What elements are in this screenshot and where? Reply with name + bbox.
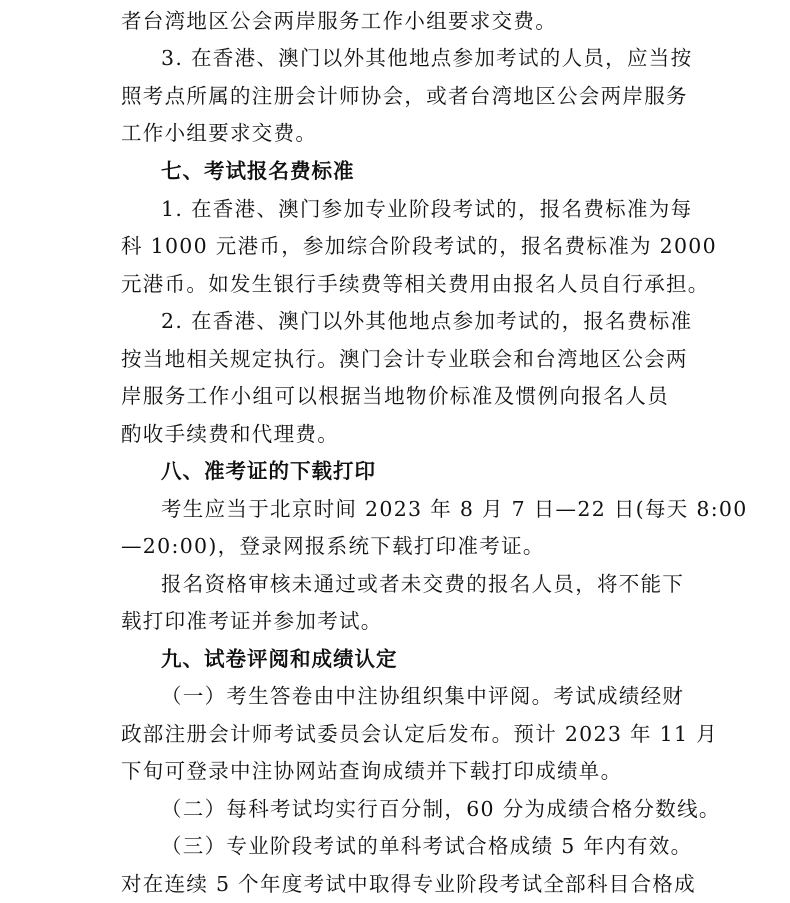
section-heading: 九、试卷评阅和成绩认定	[161, 647, 398, 671]
paragraph-line: （一）考生答卷由中注协组织集中评阅。考试成绩经财	[161, 684, 685, 708]
paragraph-line: 政部注册会计师考试委员会认定后发布。预计 2023 年 11 月	[121, 722, 718, 746]
paragraph-line: （二）每科考试均实行百分制，60 分为成绩合格分数线。	[161, 797, 721, 821]
paragraph-line: 元港币。如发生银行手续费等相关费用由报名人员自行承担。	[121, 272, 710, 296]
section-heading: 八、准考证的下载打印	[161, 459, 376, 483]
paragraph-line: 照考点所属的注册会计师协会，或者台湾地区公会两岸服务	[121, 84, 688, 108]
paragraph-line: 工作小组要求交费。	[121, 121, 318, 145]
paragraph-line: 科 1000 元港币，参加综合阶段考试的，报名费标准为 2000	[121, 234, 717, 258]
paragraph-line: 3. 在香港、澳门以外其他地点参加考试的人员，应当按	[161, 46, 693, 70]
paragraph-line: 1. 在香港、澳门参加专业阶段考试的，报名费标准为每	[161, 197, 693, 221]
paragraph-line: （三）专业阶段考试的单科考试合格成绩 5 年内有效。	[161, 834, 693, 858]
paragraph-line: 2. 在香港、澳门以外其他地点参加考试的，报名费标准	[161, 309, 693, 333]
paragraph-line: 酌收手续费和代理费。	[121, 422, 339, 446]
paragraph-line: 者台湾地区公会两岸服务工作小组要求交费。	[121, 9, 557, 33]
paragraph-line: 对在连续 5 个年度考试中取得专业阶段考试全部科目合格成	[121, 872, 696, 896]
paragraph-line: 岸服务工作小组可以根据当地物价标准及惯例向报名人员	[121, 384, 669, 408]
paragraph-line: 考生应当于北京时间 2023 年 8 月 7 日—22 日(每天 8:00	[161, 497, 748, 521]
paragraph-line: 载打印准考证并参加考试。	[121, 609, 383, 633]
paragraph-line: 报名资格审核未通过或者未交费的报名人员，将不能下	[161, 572, 685, 596]
paragraph-line: 下旬可登录中注协网站查询成绩并下载打印成绩单。	[121, 759, 623, 783]
paragraph-line: —20:00)，登录网报系统下载打印准考证。	[121, 534, 545, 558]
paragraph-line: 按当地相关规定执行。澳门会计专业联会和台湾地区公会两	[121, 347, 688, 371]
section-heading: 七、考试报名费标准	[161, 159, 355, 183]
